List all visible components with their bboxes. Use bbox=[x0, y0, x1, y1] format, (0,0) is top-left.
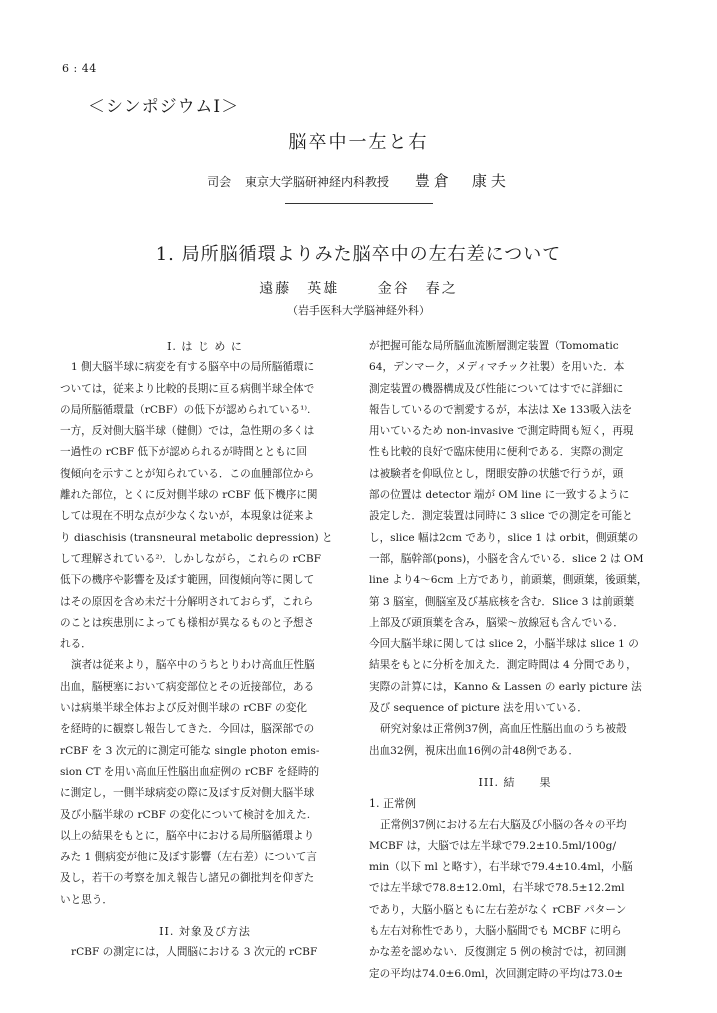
text-line: はその原因を含め未だ十分解明されておらず，これら bbox=[60, 595, 314, 608]
chair-affiliation: 東京大学脳研神経内科教授 bbox=[244, 175, 389, 189]
section-heading: I. は じ め に bbox=[167, 340, 243, 353]
text-line: MCBF は，大脳では左半球で79.2±10.5ml/100g/ bbox=[369, 839, 617, 852]
text-line: rCBF の測定には，人間脳における 3 次元的 rCBF bbox=[71, 946, 318, 959]
title-divider bbox=[285, 203, 433, 204]
text-line: であり，大脳小脳ともに左右差がなく rCBF パターン bbox=[369, 903, 627, 916]
text-line: れる． bbox=[60, 638, 92, 651]
text-line: 離れた部位，とくに反対側半球の rCBF 低下機序に関 bbox=[60, 489, 318, 502]
text-line: し，slice 幅は2cm であり，slice 1 は orbit，側頭葉の bbox=[369, 531, 639, 544]
text-line: 用いているため non-invasive で測定時間も短く，再現 bbox=[369, 425, 634, 438]
text-line: 出血，脳梗塞において病変部位とその近接部位，ある bbox=[60, 680, 315, 693]
text-line: 復傾向を示すことが知られている．この血腫部位から bbox=[60, 467, 315, 480]
text-line: 1 側大脳半球に病変を有する脳卒中の局所脳循環に bbox=[71, 361, 315, 374]
text-line: に測定し，一側半球病変の際に及ぼす反対側大脳半球 bbox=[60, 787, 315, 800]
authors bbox=[0, 278, 717, 298]
text-line: 正常例37例における左右大脳及び小脳の各々の平均 bbox=[380, 818, 627, 831]
text-line: かな差を認めない．反復測定 5 例の検討では，初回測 bbox=[369, 946, 627, 959]
text-line: の局所脳循環量（rCBF）の低下が認められている¹⁾. bbox=[60, 403, 311, 416]
text-line: rCBF を 3 次元的に測定可能な single photon emis- bbox=[60, 744, 320, 757]
chair-name: 豊倉 康夫 bbox=[414, 172, 510, 190]
page-number: 6 : 44 bbox=[62, 62, 97, 75]
text-line: 設定した．測定装置は同時に 3 slice での測定を可能と bbox=[369, 510, 633, 523]
text-line: 及び小脳半球の rCBF の変化について検討を加えた. bbox=[60, 808, 311, 821]
text-line: 今回大脳半球に関しては slice 2，小脳半球は slice 1 の bbox=[369, 638, 639, 651]
text-line: 一部，脳幹部(pons)，小脳を含んでいる．slice 2 は OM bbox=[369, 552, 644, 565]
author-1: 遠藤 英雄 bbox=[259, 281, 340, 297]
text-line: min（以下 ml と略す），右半球で79.4±10.4ml，小脳 bbox=[369, 861, 633, 874]
text-line: り diaschisis (transneural metabolic depression) と bbox=[60, 531, 333, 544]
chair-role: 司会 bbox=[207, 175, 232, 189]
text-line: が把握可能な局所脳血流断層測定装置（Tomomatic bbox=[369, 340, 619, 352]
text-line: 一過性の rCBF 低下が認められるが時間とともに回 bbox=[60, 446, 307, 459]
text-line: 演者は従来より，脳卒中のうちとりわけ高血圧性脳 bbox=[71, 659, 315, 672]
paper-title: 1. 局所脳循環よりみた脳卒中の左右差について bbox=[155, 244, 562, 265]
text-line: では左半球で78.8±12.0ml，右半球で78.5±12.2ml bbox=[369, 882, 625, 895]
text-line: 64，デンマーク，メディマチック社製）を用いた．本 bbox=[369, 361, 625, 374]
text-line: 定の平均は74.0±6.0ml，次回測定時の平均は73.0± bbox=[369, 967, 624, 980]
chair-line bbox=[0, 170, 717, 191]
text-line: 第 3 脳室，側脳室及び基底核を含む．Slice 3 は前頭葉 bbox=[369, 595, 635, 608]
text-line: ついては，従来より比較的長期に亘る病側半球全体で bbox=[60, 382, 315, 395]
subsection-heading: 1. 正常例 bbox=[369, 797, 416, 811]
text-line: みた 1 側病変が他に及ぼす影響（左右差）について言 bbox=[60, 851, 317, 864]
text-line: も左右対称性であり，大脳小脳間でも MCBF に明ら bbox=[369, 925, 622, 938]
text-line: sion CT を用い高血圧性脳出血症例の rCBF を経時的 bbox=[60, 765, 320, 778]
text-line: いは病巣半球全体および反対側半球の rCBF の変化 bbox=[60, 702, 307, 715]
text-line: しては現在不明な点が少なくないが，本現象は従来よ bbox=[60, 510, 315, 523]
text-line: 以上の結果をもとに，脳卒中における局所脳循環より bbox=[60, 829, 315, 842]
text-line: 結果をもとに分析を加えた．測定時間は 4 分間であり， bbox=[369, 659, 637, 672]
left-column bbox=[60, 336, 350, 964]
text-line: 実際の計算には，Kanno & Lassen の early picture 法 bbox=[369, 680, 642, 693]
section-heading: III. 結 果 bbox=[478, 775, 552, 789]
text-line: いと思う． bbox=[60, 893, 113, 906]
text-line: 報告しているので割愛するが，本法は Xe 133吸入法を bbox=[369, 403, 633, 416]
text-line: line より4〜6cm 上方であり，前頭葉，側頭葉，後頭葉， bbox=[369, 574, 648, 587]
text-line: を経時的に観察し報告してきた．今回は，脳深部での bbox=[60, 723, 315, 736]
text-line: 性も比較的良好で臨床使用に便利である．実際の測定 bbox=[369, 446, 624, 459]
right-column bbox=[369, 336, 661, 985]
text-line: 低下の機序や影響を及ぼす範囲，回復傾向等に関して bbox=[60, 574, 315, 587]
author-2: 金谷 春之 bbox=[377, 281, 458, 297]
section-heading: II. 対象及び方法 bbox=[159, 925, 251, 939]
text-line: 部の位置は detector 端が OM line に一致するように bbox=[369, 489, 630, 502]
text-line: 上部及び頭頂葉を含み，脳梁〜放線冠も含んでいる． bbox=[369, 616, 624, 629]
text-line: して理解されている²⁾．しかしながら，これらの rCBF bbox=[60, 552, 321, 565]
text-line: 及し，若干の考察を加え報告し諸兄の御批判を仰ぎた bbox=[60, 872, 315, 885]
main-title: 脳卒中一左と右 bbox=[288, 132, 429, 153]
text-line: のことは疾患別によっても様相が異なるものと予想さ bbox=[60, 616, 315, 629]
text-line: 研究対象は正常例37例，高血圧性脳出血のうち被殻 bbox=[380, 723, 627, 736]
text-line: 一方，反対側大脳半球（健側）では，急性期の多くは bbox=[60, 425, 315, 438]
symposium-label: ＜シンポジウムI＞ bbox=[88, 97, 240, 117]
author-affiliation: （岩手医科大学脳神経外科） bbox=[287, 304, 430, 317]
text-line: 出血32例，視床出血16例の計48例である． bbox=[369, 744, 579, 757]
text-line: 及び sequence of picture 法を用いている． bbox=[369, 702, 588, 715]
text-line: は被験者を仰臥位とし，閉眼安静の状態で行うが，頭 bbox=[369, 467, 624, 480]
text-line: 測定装置の機器構成及び性能についてはすでに詳細に bbox=[369, 382, 624, 395]
